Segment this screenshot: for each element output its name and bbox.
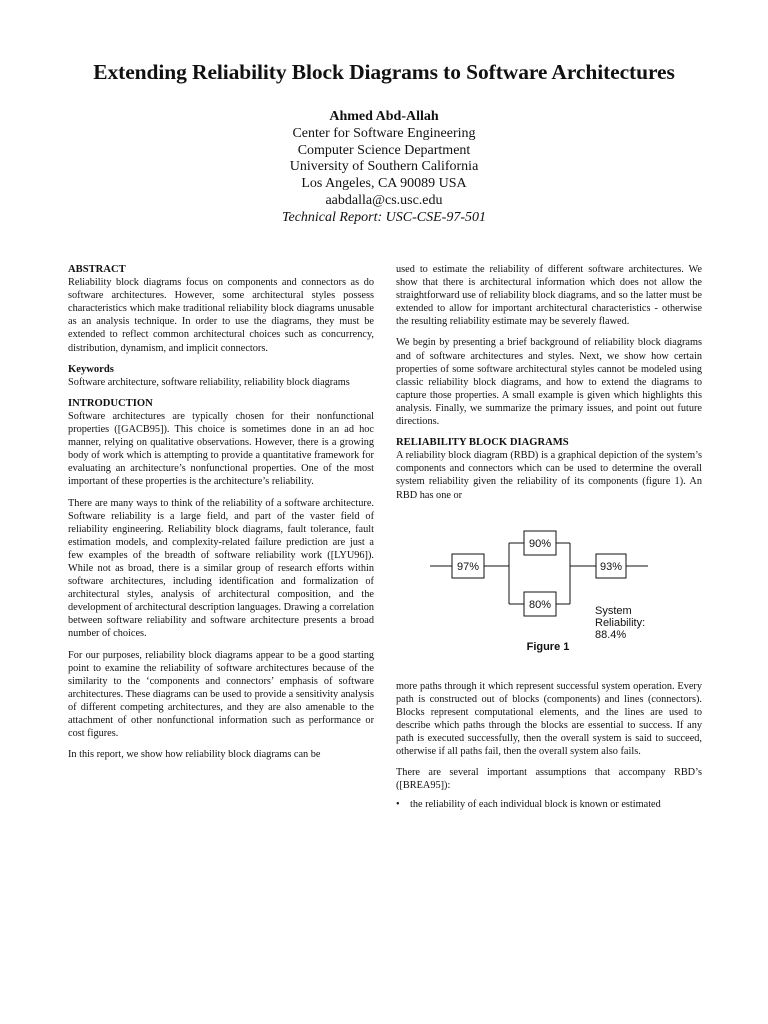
list-item: • the reliability of each individual block is known or estimated [410, 798, 702, 811]
paragraph: For our purposes, reliability block diagrams appear to be a good starting point to examine the reliability of software architectures because of the similarity to the ‘components and connectors’ emphasis of software architectures. These diagrams can be used to provide a sensitivity analysis of different competing architectures, and they are also amenable to the attachment of other nonfunctional information such as performance or cost figures. [68, 649, 374, 740]
abstract-heading: ABSTRACT [68, 264, 126, 275]
paragraph: In this report, we show how reliability block diagrams can be [68, 749, 321, 761]
keywords-heading: Keywords [68, 363, 114, 375]
paper-title: Extending Reliability Block Diagrams to Software Architectures [93, 60, 675, 84]
affiliation-line: Computer Science Department [297, 142, 471, 158]
paragraph: There are several important assumptions that accompany RBD’s ([BREA95]): [396, 767, 702, 792]
keywords-text: Software architecture, software reliability, reliability block diagrams [68, 376, 350, 388]
paragraph: A reliability block diagram (RBD) is a graphical depiction of the system’s components and connectors which can be used to determine the overall system reliability given the reliability of its components (figure 1). An RBD has one or [396, 450, 702, 501]
report-number: Technical Report: USC-CSE-97-501 [281, 209, 486, 225]
rbd-heading: RELIABILITY BLOCK DIAGRAMS [396, 437, 569, 449]
block-input-label: 97% [456, 560, 480, 573]
left-column [68, 263, 374, 769]
rbd-diagram [396, 516, 702, 668]
block-bottom-label: 80% [528, 598, 552, 611]
affiliation-line: University of Southern California [289, 159, 479, 175]
paragraph: used to estimate the reliability of different software architectures. We show that there is architectural information which does not allow the straightforward use of reliability block diagrams, and so the latter must be extended to allow for important architectural characteristics - otherwise the resulting reliability estimate may be severely flawed. [396, 264, 702, 328]
system-reliability-label: System [595, 604, 632, 617]
right-column [396, 263, 702, 811]
figure-caption: Figure 1 [526, 640, 570, 653]
block-output-label: 93% [599, 560, 623, 573]
block-top-label: 90% [528, 537, 552, 550]
abstract-text: Reliability block diagrams focus on components and connectors as do software architectures. However, some architectural styles possess characteristics which make traditional reliability block diagrams unusable as an analysis technique. In order to use the diagrams, they must be extended to reflect common architectural choices such as concurrency, distribution, dynamism, and implicit connectors. [68, 277, 374, 354]
assumption-list [396, 798, 702, 811]
paragraph: Software architectures are typically chosen for their nonfunctional properties ([GACB95]). This choice is sometimes done in an ad hoc manner, relying on qualitative observations. However, there is a growing body of work which is attempting to provide a quantitative framework for evaluating an architecture’s nonfunctional properties. One of the most important of these properties is the architecture’s reliability. [68, 410, 374, 488]
system-reliability-label: Reliability: [595, 616, 646, 629]
author-email: aabdalla@cs.usc.edu [325, 192, 443, 208]
affiliation-line: Center for Software Engineering [292, 125, 476, 141]
author-block [0, 109, 768, 227]
figure-1 [396, 516, 702, 668]
affiliation-line: Los Angeles, CA 90089 USA [301, 176, 467, 192]
author-name: Ahmed Abd-Allah [329, 109, 439, 124]
paragraph: more paths through it which represent successful system operation. Every path is constructed out of blocks (components) and lines (connectors). Blocks represent computational elements, and the lines are used to describe which paths through the blocks are essential to success. If any path is executed successfully, then the overall system is said to succeed, otherwise if all paths fail, then the overall system also fails. [396, 680, 702, 758]
paragraph: There are many ways to think of the reliability of a software architecture. Software reliability is a large field, and part of the vaster field of reliability engineering. Reliability block diagrams, fault tolerance, fault estimation models, and complexity-related failure prediction are just a few examples of the breadth of software reliability work ([LYU96]). While not as broad, there is a similar group of research efforts within software architectures, including identification and formalization of architectural styles, analysis of architectural composition, and the development of architectural description languages. Drawing a correlation between software reliability and software architecture presents a broad number of choices. [68, 497, 374, 640]
paragraph: We begin by presenting a brief background of reliability block diagrams and of software architectures and styles. Next, we show how certain properties of some software architectural styles cannot be modeled using classic reliability block diagrams, and how to extend the diagrams to capture those properties. A small example is given which highlights this analysis. Finally, we summarize the primary issues, and point out future directions. [396, 337, 702, 428]
system-reliability-value: 88.4% [595, 628, 627, 641]
introduction-heading: INTRODUCTION [68, 397, 153, 409]
